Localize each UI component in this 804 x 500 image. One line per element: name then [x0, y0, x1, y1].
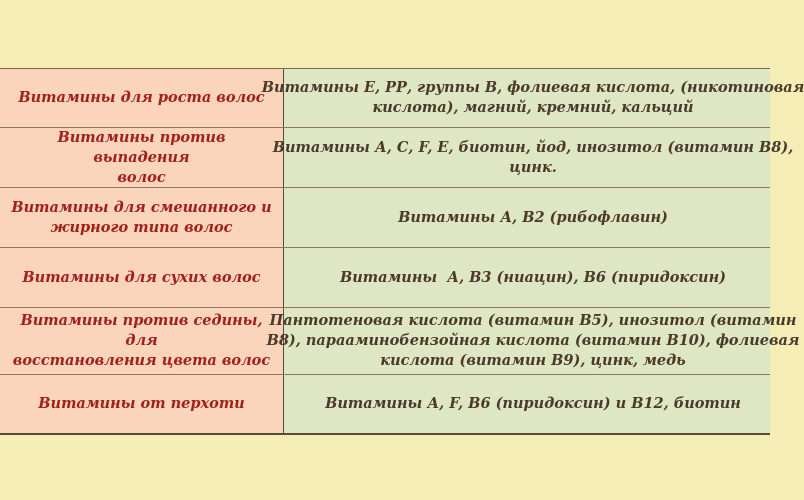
table-row: [0, 188, 770, 248]
vitamins-line: Витамины А, В2 (рибофлавин): [398, 208, 668, 226]
vitamins-cell: [272, 128, 794, 187]
category-cell: [0, 188, 284, 247]
vitamins-line: кислота), магний, кремний, кальций: [372, 99, 694, 116]
table-row: [0, 308, 800, 375]
category-cell: [0, 308, 284, 374]
vitamins-cell: [284, 375, 770, 433]
vitamins-line: кислота (витамин В9), цинк, медь: [380, 352, 686, 369]
category-line: Витамины для сухих волос: [22, 268, 261, 286]
category-cell: [0, 128, 284, 187]
category-cell: [0, 375, 284, 433]
vitamins-cell: [266, 308, 800, 374]
vitamins-cell: [284, 248, 770, 307]
category-line: восстановления цвета волос: [12, 352, 271, 369]
category-line: волос: [117, 168, 166, 186]
category-line: Витамины для смешанного и: [11, 198, 272, 216]
vitamins-line: Витамины А, С, F, Е, биотин, йод, инозитол (витамин В8),: [272, 138, 794, 156]
vitamins-line: цинк.: [509, 158, 557, 176]
vitamins-cell: [261, 69, 804, 127]
vitamins-line: Пантотеновая кислота (витамин В5), инозитол (витамин: [269, 312, 797, 329]
vitamins-line: В8), парааминобензойная кислота (витамин В10), фолиевая: [266, 332, 800, 349]
vitamins-cell: [284, 188, 770, 247]
table-row: [0, 69, 804, 128]
category-cell: [0, 248, 284, 307]
table-row: [0, 128, 794, 188]
table-row: [0, 248, 770, 308]
vitamins-table: [0, 68, 804, 435]
vitamins-line: Витамины А, В3 (ниацин), В6 (пиридоксин): [339, 268, 727, 286]
vitamins-line: Витамины Е, РР, группы В, фолиевая кислота, (никотиновая: [261, 79, 804, 96]
category-cell: [0, 69, 284, 127]
category-line: Витамины от перхоти: [38, 395, 245, 412]
category-line: жирного типа волос: [50, 218, 233, 236]
category-line: Витамины для роста волос: [18, 89, 265, 106]
category-line: Витамины против седины, для: [20, 312, 263, 349]
vitamins-line: Витамины А, F, В6 (пиридоксин) и В12, биотин: [325, 395, 741, 412]
category-line: Витамины против выпадения: [57, 128, 226, 166]
table-row: [0, 375, 770, 433]
